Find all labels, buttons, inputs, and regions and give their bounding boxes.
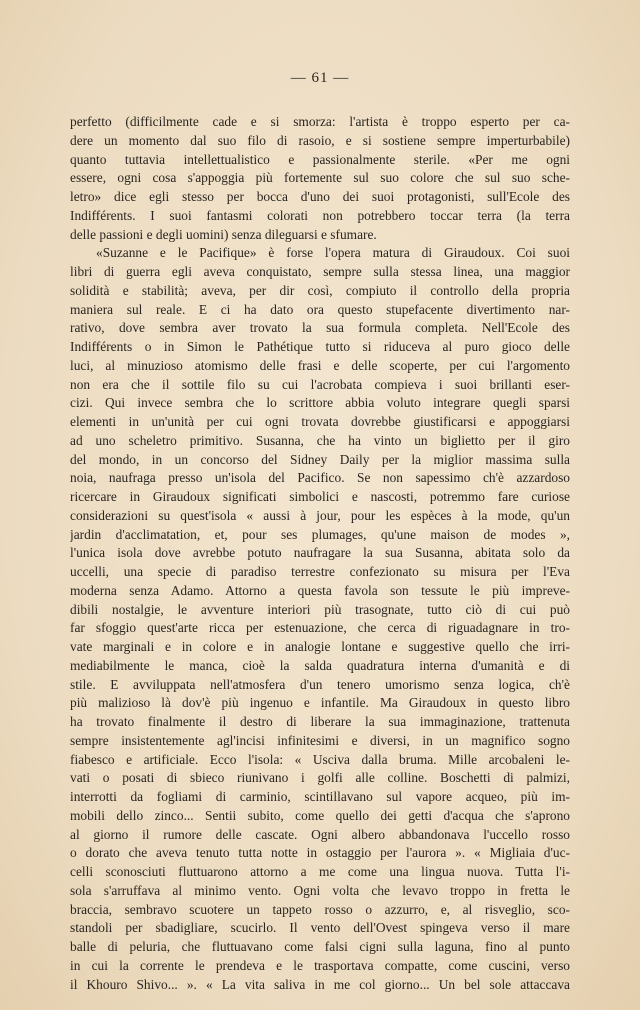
text-line: vati o posati di sbieco riunivano i golfi alle colline. Boschetti di palmizi, <box>70 770 570 786</box>
text-line: noia, naufraga presso un'isola del Pacifico. Se non sapessimo ch'è azzardoso <box>70 470 570 486</box>
text-line: fiabesco e artificiale. Ecco l'isola: « Usciva dalla bruma. Mille arcobaleni le- <box>70 751 570 767</box>
text-line: delle passioni e degli uomini) senza dileguarsi e sfumare. <box>70 226 377 242</box>
text-line: ricercare in Giraudoux significati simbolici e nascosti, potremmo fare curiose <box>70 489 570 504</box>
text-line: l'unica isola dove avrebbe potuto naufragare la sua Susanna, abitata solo da <box>70 545 570 561</box>
text-line: sola s'arruffava al minimo vento. Ogni volta che levavo troppo in fretta le <box>70 882 570 898</box>
text-line: cizi. Qui invece sembra che lo scrittore abbia voluto integrare quegli sparsi <box>70 395 570 411</box>
text-line: uccelli, una specie di paradiso terrestre confezionato su misura per l'Eva <box>70 564 570 579</box>
text-line: dibili nostalgie, le avventure interiori più trasognate, tutto ciò di cui può <box>70 601 570 617</box>
text-line: interrotti da fogliami di carminio, scintillavano sul vapore acqueo, più im- <box>70 789 570 804</box>
text-line: del mondo, in un concorso del Sidney Daily per la miglior massima sulla <box>70 451 570 467</box>
text-line: celli sconosciuti fluttuarono attorno a me come una lingua nuova. Tutta l'i- <box>70 864 570 879</box>
text-line: considerazioni su quest'isola « aussi à jour, pour les espèces à la mode, qu'un <box>70 507 570 523</box>
text-line: al giorno il rumore delle cascate. Ogni albero abbandonava l'uccello rosso <box>70 826 570 842</box>
text-line: mediabilmente le manca, cioè la salda quadratura interna d'umanità e di <box>70 657 570 673</box>
text-line: far sfoggio quest'arte ricca per estenuazione, che cerca di riguadagnare in tro- <box>70 620 570 636</box>
text-line: vate marginali e in colore e in analogie lontane e suggestive quello che irri- <box>70 639 570 654</box>
text-line: balle di peluria, che fluttuavano come falsi cigni sulla laguna, fino al punto <box>70 939 570 954</box>
text-line: Indifférents o in Simon le Pathétique tutto si riduceva al puro gioco delle <box>70 339 570 354</box>
text-line: non era che il sottile filo su cui l'acrobata compieva i suoi brillanti eser- <box>70 376 570 392</box>
text-line: solidità e stabilità; aveva, per dir così, compiuto il controllo della propria <box>70 282 570 298</box>
text-line: letro» dice egli stesso per bocca d'uno dei suoi protagonisti, sull'Ecole des <box>70 189 570 204</box>
text-line: mobili dello zinco... Sentii subito, come quello dei getti d'acqua che s'aprono <box>70 807 570 823</box>
text-line: stile. E avviluppata nell'atmosfera d'un tenero umorismo senza logica, ch'è <box>70 676 570 692</box>
text-line: rativo, dove sembra aver trovato la sua formula completa. Nell'Ecole des <box>70 320 570 336</box>
text-line: braccia, sembravo scuotere un tappeto rosso o azzurro, e, al risveglio, sco- <box>70 901 570 917</box>
text-line: elementi in un'unità per cui ogni trovata dovrebbe giustificarsi e appoggiarsi <box>70 414 570 429</box>
text-line: ad uno scheletro primitivo. Susanna, che ha vinto un biglietto per il giro <box>70 432 570 448</box>
text-line: dere un momento dal suo filo di rasoio, e si sostiene sempre imperturbabile) <box>70 132 570 148</box>
text-line: sempre insistentemente agl'incisi infinitesimi e diversi, in un magnifico sogno <box>70 732 570 748</box>
text-line: più malizioso là dov'è più ingenuo e infantile. Ma Giraudoux in questo libro <box>70 695 570 711</box>
text-line: libri di guerra egli aveva conquistato, sempre sulla stessa linea, una maggior <box>70 264 570 279</box>
text-line: luci, al minuzioso atomismo delle frasi e delle scoperte, per cui l'argomento <box>70 357 570 373</box>
text-line: in cui la corrente le prendeva e le trasportava compatte, come cuscini, verso <box>70 957 570 973</box>
text-line: Indifférents. I suoi fantasmi colorati non potrebbero toccar terra (la terra <box>70 207 570 223</box>
body-text <box>70 113 570 994</box>
text-line: o dorato che aveva tenuto tutta notte in ostaggio per l'aurora ». « Migliaia d'uc- <box>70 845 570 861</box>
text-line: il Khouro Shivo... ». « La vita saliva in me col giorno... Un bel sole attaccava <box>70 976 570 992</box>
text-line: essere, ogni cosa s'appoggia più fortemente sul suo colore che sul suo sche- <box>70 170 570 186</box>
text-line: standoli per sbadigliare, scucirlo. Il vento dell'Ovest spingeva verso il mare <box>70 920 570 936</box>
text-line: quanto tuttavia intellettualistico e passionalmente sterile. «Per me ogni <box>70 151 570 167</box>
text-line: moderna senza Adamo. Attorno a questa favola son tessute le più impreve- <box>70 582 570 598</box>
text-line: maniera sul reale. E ci ha dato ora questo stupefacente divertimento nar- <box>70 301 570 317</box>
text-line: jardin d'acclimatation, et, pour ses plumages, qu'une maison de modes », <box>70 526 570 542</box>
page-number: — 61 — <box>290 70 350 86</box>
text-line: perfetto (difficilmente cade e si smorza: l'artista è troppo esperto per ca- <box>70 114 570 129</box>
text-line: «Suzanne e le Pacifique» è forse l'opera matura di Giraudoux. Coi suoi <box>96 245 570 261</box>
text-line: ha trovato finalmente il destro di liberare la sua immaginazione, trattenuta <box>70 714 570 729</box>
